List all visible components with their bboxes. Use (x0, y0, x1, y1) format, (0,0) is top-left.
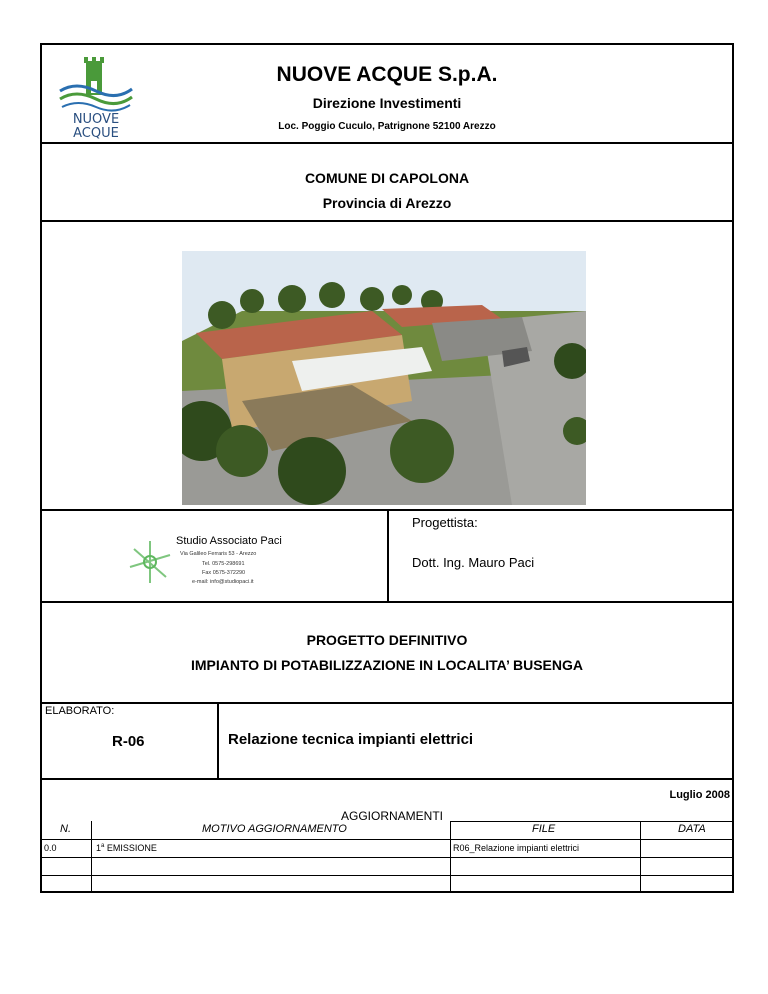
studio-street: Via Galileo Ferraris 53 - Arezzo (180, 551, 257, 557)
divider (42, 778, 732, 780)
col-header-n: N. (60, 823, 71, 835)
company-address: Loc. Poggio Cuculo, Patrignone 52100 Arezzo (278, 121, 496, 132)
row-n: 0.0 (44, 843, 57, 853)
plant-rendering-image (182, 251, 586, 505)
col-header-reason: MOTIVO AGGIORNAMENTO (202, 823, 347, 835)
studio-name: Studio Associato Paci (176, 535, 282, 547)
studio-logo-icon (120, 537, 180, 587)
studio-tel: Tel. 0575-298691 (202, 561, 245, 567)
designer-name: Dott. Ing. Mauro Paci (412, 555, 535, 570)
divider (42, 220, 732, 222)
divider (450, 821, 732, 822)
logo-text-line1: NUOVE (72, 112, 120, 127)
table-grid-line (640, 821, 641, 893)
document-label: ELABORATO: (45, 705, 115, 717)
project-phase: PROGETTO DEFINITIVO (306, 632, 468, 648)
province-name: Provincia di Arezzo (322, 195, 452, 211)
divider (217, 702, 219, 778)
document-date: Luglio 2008 (669, 789, 730, 801)
company-name: NUOVE ACQUE S.p.A. (276, 63, 498, 86)
row-reason: 1$^a$ EMISSIONE (96, 843, 157, 853)
table-grid-line (91, 821, 92, 893)
document-code: R-06 (112, 733, 145, 750)
studio-fax: Fax 0575-372290 (202, 570, 246, 576)
col-header-date: DATA (678, 823, 706, 835)
updates-title: AGGIORNAMENTI (340, 809, 443, 823)
divider (387, 509, 389, 601)
divider (42, 702, 732, 704)
table-grid-line (42, 875, 732, 876)
logo-text-line2: ACQUE (73, 126, 119, 139)
divider (42, 601, 732, 603)
cover-sheet (40, 43, 734, 893)
document-title: Relazione tecnica impianti elettrici (228, 731, 474, 748)
col-header-file: FILE (532, 823, 556, 835)
department: Direzione Investimenti (312, 95, 462, 111)
project-title: IMPIANTO DI POTABILIZZAZIONE IN LOCALITA’ BUSENGA (191, 657, 583, 673)
table-grid-line (42, 839, 732, 840)
row-file: R06_Relazione impianti elettrici (453, 843, 580, 853)
municipality-name: COMUNE DI CAPOLONA (304, 170, 470, 186)
designer-label: Progettista: (412, 515, 478, 530)
table-grid-line (42, 857, 732, 858)
studio-email: e-mail: info@studiopaci.it (192, 579, 254, 585)
divider (42, 142, 732, 144)
table-grid-line (450, 821, 451, 893)
